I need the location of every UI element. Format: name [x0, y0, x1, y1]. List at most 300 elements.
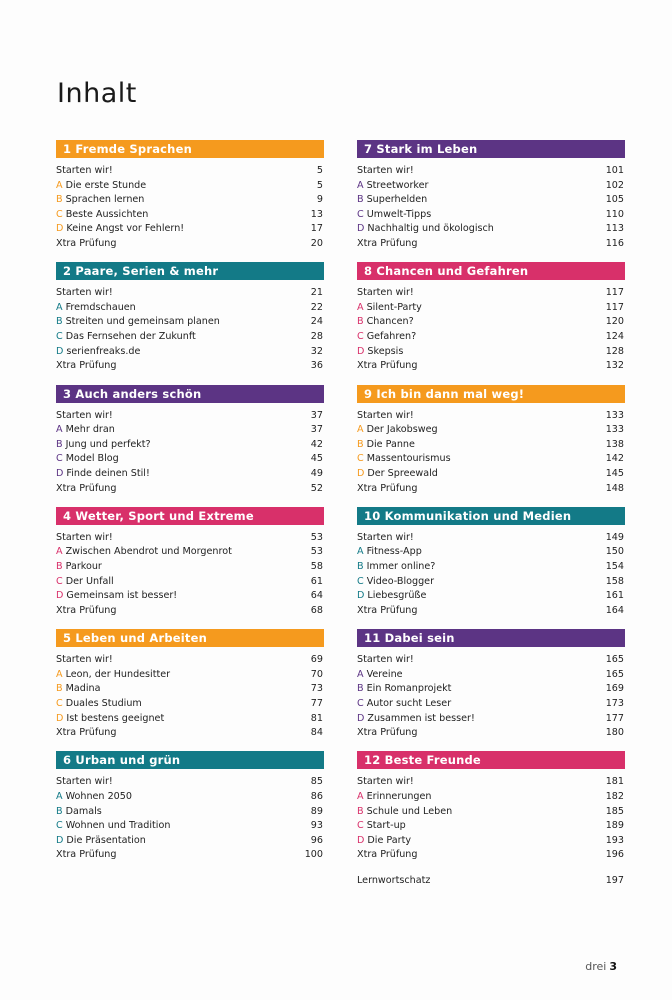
left-column [56, 140, 324, 874]
entry-page: 9 [316, 194, 323, 206]
chapter-section [56, 140, 324, 262]
entry-title: Starten wir! [56, 287, 113, 299]
entry-page: 165 [605, 654, 624, 666]
entry-label [56, 682, 100, 697]
toc-entry[interactable] [56, 653, 324, 668]
entry-label [56, 819, 170, 834]
entry-page: 5 [316, 165, 323, 176]
section-letter: A [56, 179, 63, 191]
entry-page: 128 [605, 345, 624, 357]
toc-entry[interactable] [357, 560, 625, 575]
entry-page: 182 [605, 791, 624, 803]
entry-title: Gemeinsam ist besser! [66, 590, 178, 602]
toc-entry[interactable] [56, 604, 324, 619]
entry-label [357, 164, 414, 179]
toc-entry[interactable] [357, 345, 625, 360]
toc-entry[interactable] [56, 834, 324, 849]
entry-page: 117 [605, 287, 624, 299]
toc-entry[interactable] [357, 682, 625, 697]
entry-title: Starten wir! [357, 165, 414, 176]
toc-entry[interactable] [56, 560, 324, 575]
toc-entry[interactable] [357, 589, 625, 604]
toc-entry[interactable] [357, 409, 625, 424]
entry-page: 142 [605, 453, 624, 465]
entry-page: 148 [605, 482, 624, 494]
chapter-section [56, 262, 324, 384]
section-letter: A [56, 301, 63, 313]
section-letter: A [56, 424, 63, 436]
toc-entry[interactable] [56, 668, 324, 683]
chapter-header[interactable]: 5 Leben und Arbeiten [56, 629, 324, 647]
toc-entry[interactable] [56, 467, 324, 482]
entry-page: 81 [310, 712, 323, 724]
entry-label [357, 790, 432, 805]
toc-entry[interactable] [56, 423, 324, 438]
entry-label [357, 775, 414, 790]
entry-page: 161 [605, 590, 624, 602]
entry-label [357, 560, 435, 575]
toc-entry[interactable] [56, 330, 324, 345]
section-letter: D [56, 345, 64, 357]
entry-title: Xtra Prüfung [357, 727, 418, 739]
section-letter: A [56, 668, 63, 680]
entry-page: 53 [310, 531, 323, 543]
entry-title: serienfreaks.de [66, 345, 141, 357]
entry-label [357, 315, 414, 330]
entry-title: Xtra Prüfung [56, 604, 117, 616]
chapter-section [56, 629, 324, 751]
entry-label [357, 345, 403, 360]
entry-page: 22 [310, 301, 323, 313]
entry-page: 177 [605, 712, 624, 724]
entry-title: Madina [65, 683, 101, 695]
toc-entry[interactable] [357, 438, 625, 453]
entry-label [56, 668, 170, 683]
entry-page: 77 [310, 697, 323, 709]
entry-label [56, 790, 132, 805]
toc-entry[interactable] [56, 208, 324, 223]
section-letter: D [357, 712, 365, 724]
entry-title: Xtra Prüfung [56, 727, 117, 739]
entry-title: Autor sucht Leser [366, 697, 452, 709]
entry-page: 17 [310, 223, 323, 235]
entry-label [56, 560, 102, 575]
entry-title: Silent-Party [366, 301, 422, 313]
entry-title: Mehr dran [65, 424, 115, 436]
section-letter: B [56, 316, 63, 328]
entry-page: 169 [605, 683, 624, 695]
entry-label [357, 531, 414, 546]
toc-entry[interactable] [357, 301, 625, 316]
entry-page: 100 [304, 849, 323, 861]
toc-entry[interactable] [56, 359, 324, 374]
toc-entry[interactable] [56, 179, 324, 194]
toc-entry[interactable] [357, 330, 625, 345]
chapter-header[interactable]: 3 Auch anders schön [56, 385, 324, 403]
entry-title: Starten wir! [56, 654, 113, 666]
section-letter: C [56, 575, 63, 587]
entry-label [56, 805, 102, 820]
entry-label [56, 482, 116, 497]
chapter-header[interactable]: 1 Fremde Sprachen [56, 140, 324, 158]
toc-entry[interactable] [56, 345, 324, 360]
section-letter: B [56, 805, 63, 817]
section-letter: A [357, 301, 364, 313]
toc-entry[interactable] [56, 697, 324, 712]
toc-entry[interactable] [56, 237, 324, 252]
entry-label [56, 653, 113, 668]
section-letter: B [357, 194, 364, 206]
entry-label [56, 179, 146, 194]
toc-entry[interactable] [357, 834, 625, 849]
entry-page: 58 [310, 561, 323, 573]
entry-label [357, 848, 417, 863]
entry-title: Starten wir! [56, 776, 113, 788]
entry-label [56, 531, 113, 546]
section-letter: B [357, 805, 364, 817]
entry-label [56, 193, 144, 208]
toc-entry[interactable] [56, 164, 324, 179]
chapter-header[interactable]: 8 Chancen und Gefahren [357, 262, 625, 280]
entry-title: Duales Studium [65, 697, 142, 709]
toc-entry[interactable] [56, 286, 324, 301]
entry-page: 36 [310, 360, 323, 372]
entry-page: 110 [605, 208, 624, 220]
section-letter: B [357, 438, 364, 450]
toc-entry[interactable] [357, 286, 625, 301]
entry-page: 145 [605, 467, 624, 479]
toc-entry[interactable] [357, 819, 625, 834]
entry-page: 21 [310, 287, 323, 299]
section-letter: C [56, 331, 63, 343]
entry-label [56, 589, 177, 604]
chapter-section [357, 629, 625, 751]
toc-entry[interactable] [357, 179, 625, 194]
entry-title: Starten wir! [357, 287, 414, 299]
toc-entry[interactable] [357, 712, 625, 727]
entry-label [357, 208, 431, 223]
entry-label [56, 834, 146, 849]
entry-title: Video-Blogger [366, 575, 435, 587]
entry-title: Sprachen lernen [65, 194, 145, 206]
toc-entry[interactable] [56, 452, 324, 467]
section-letter: B [56, 561, 63, 573]
entry-title: Die erste Stunde [65, 179, 147, 191]
entry-label [357, 575, 434, 590]
entry-title: Chancen? [366, 316, 414, 328]
section-letter: D [357, 223, 365, 235]
toc-entry[interactable] [56, 438, 324, 453]
toc-entry[interactable] [357, 423, 625, 438]
entry-label [56, 423, 115, 438]
entry-label [56, 575, 114, 590]
entry-title: Liebesgrüße [367, 590, 427, 602]
entry-page: 164 [605, 604, 624, 616]
toc-entry[interactable] [56, 575, 324, 590]
entry-label [357, 726, 417, 741]
entry-title: Wohnen und Tradition [65, 820, 171, 832]
chapter-section [357, 140, 625, 262]
toc-entry[interactable] [56, 682, 324, 697]
entry-label [357, 193, 427, 208]
entry-label [56, 237, 116, 252]
chapter-section [357, 385, 625, 507]
entry-title: Die Party [367, 834, 412, 846]
section-letter: D [357, 467, 365, 479]
chapter-header[interactable]: 4 Wetter, Sport und Extreme [56, 507, 324, 525]
toc-entry[interactable] [357, 164, 625, 179]
section-letter: A [357, 668, 364, 680]
toc-entry[interactable] [56, 775, 324, 790]
entry-title: Parkour [65, 561, 102, 573]
section-letter: D [56, 223, 64, 235]
entry-title: Die Präsentation [66, 834, 146, 846]
entry-title: Xtra Prüfung [56, 360, 117, 372]
entry-title: Xtra Prüfung [357, 482, 418, 494]
entry-page: 105 [605, 194, 624, 206]
entry-label [357, 359, 417, 374]
footer-word: drei [585, 960, 607, 973]
entry-title: Leon, der Hundesitter [65, 668, 171, 680]
entry-label [357, 237, 417, 252]
entry-title: Vereine [366, 668, 403, 680]
entry-title: Beste Aussichten [65, 208, 149, 220]
toc-entry[interactable] [357, 775, 625, 790]
toc-entry[interactable] [56, 482, 324, 497]
section-letter: B [357, 316, 364, 328]
entry-label [56, 208, 148, 223]
section-letter: D [56, 712, 64, 724]
entry-page: 45 [310, 453, 323, 465]
entry-label [56, 775, 113, 790]
toc-entry[interactable] [56, 805, 324, 820]
entry-page: 24 [310, 316, 323, 328]
chapter-header[interactable]: 12 Beste Freunde [357, 751, 625, 769]
entry-page: 116 [605, 237, 624, 249]
chapter-header[interactable]: 11 Dabei sein [357, 629, 625, 647]
entry-title: Xtra Prüfung [56, 237, 117, 249]
entry-page: 93 [310, 820, 323, 832]
entry-label [56, 164, 113, 179]
toc-entry[interactable] [56, 589, 324, 604]
section-letter: B [56, 194, 63, 206]
entry-page: 189 [605, 820, 624, 832]
toc-entry[interactable] [357, 653, 625, 668]
entry-page: 52 [310, 482, 323, 494]
section-letter: C [357, 208, 364, 220]
entry-title: Skepsis [367, 345, 404, 357]
entry-page: 69 [310, 654, 323, 666]
entry-page: 37 [310, 424, 323, 436]
section-letter: C [56, 208, 63, 220]
section-letter: C [357, 331, 364, 343]
entry-page: 117 [605, 301, 624, 313]
entry-title: Damals [65, 805, 102, 817]
entry-title: Xtra Prüfung [56, 849, 117, 861]
entry-title: Superhelden [366, 194, 428, 206]
entry-page: 70 [310, 668, 323, 680]
section-letter: A [357, 546, 364, 558]
entry-page: 96 [310, 834, 323, 846]
entry-title: Erinnerungen [366, 791, 432, 803]
toc-entry[interactable] [357, 545, 625, 560]
entry-title: Starten wir! [56, 531, 113, 543]
entry-page: 120 [605, 316, 624, 328]
entry-page: 53 [310, 546, 323, 558]
toc-entry[interactable] [357, 193, 625, 208]
page-title: Inhalt [57, 78, 137, 109]
toc-entry[interactable] [56, 790, 324, 805]
toc-entry[interactable] [56, 301, 324, 316]
chapter-header[interactable]: 2 Paare, Serien & mehr [56, 262, 324, 280]
entry-label [56, 359, 116, 374]
entry-page: 150 [605, 546, 624, 558]
entry-title: Immer online? [366, 561, 436, 573]
entry-title: Schule und Leben [366, 805, 453, 817]
toc-entry[interactable] [357, 237, 625, 252]
entry-label [56, 330, 196, 345]
entry-label [357, 697, 451, 712]
entry-title: Gefahren? [366, 331, 417, 343]
entry-page: 154 [605, 561, 624, 573]
chapter-section [357, 507, 625, 629]
toc-entry[interactable] [357, 848, 625, 863]
entry-label [56, 545, 232, 560]
toc-entry[interactable] [56, 409, 324, 424]
toc-entry[interactable] [357, 359, 625, 374]
toc-entry[interactable] [357, 805, 625, 820]
toc-entry[interactable] [56, 222, 324, 237]
toc-entry[interactable] [357, 222, 625, 237]
entry-label [56, 726, 116, 741]
entry-page: 193 [605, 834, 624, 846]
toc-entry[interactable] [357, 531, 625, 546]
entry-label [357, 330, 416, 345]
entry-page: 49 [310, 467, 323, 479]
entry-label [56, 604, 116, 619]
entry-page: 37 [310, 409, 323, 421]
section-letter: A [357, 424, 364, 436]
chapter-header[interactable]: 10 Kommunikation und Medien [357, 507, 625, 525]
entry-page: 133 [605, 424, 624, 436]
entry-page: 196 [605, 849, 624, 861]
section-letter: A [56, 791, 63, 803]
section-letter: D [357, 345, 365, 357]
section-letter: D [56, 590, 64, 602]
entry-page: 64 [310, 590, 323, 602]
toc-entry[interactable] [357, 668, 625, 683]
entry-page: 149 [605, 531, 624, 543]
entry-title: Start-up [366, 820, 406, 832]
toc-entry[interactable] [357, 208, 625, 223]
toc-entry[interactable] [357, 452, 625, 467]
entry-page: 180 [605, 727, 624, 739]
entry-label [357, 805, 452, 820]
entry-label [357, 409, 414, 424]
entry-label [357, 682, 451, 697]
entry-title: Der Spreewald [367, 467, 438, 479]
chapter-header[interactable]: 9 Ich bin dann mal weg! [357, 385, 625, 403]
entry-title: Massentourismus [366, 453, 451, 465]
entry-title: Keine Angst vor Fehlern! [66, 223, 185, 235]
toc-entry[interactable] [357, 575, 625, 590]
toc-entry[interactable] [357, 697, 625, 712]
entry-title: Lernwortschatz [357, 875, 431, 886]
chapter-header[interactable]: 6 Urban und grün [56, 751, 324, 769]
right-column [357, 140, 625, 874]
toc-entry[interactable] [56, 545, 324, 560]
chapter-section [56, 385, 324, 507]
entry-title: Fitness-App [366, 546, 422, 558]
toc-entry[interactable] [357, 482, 625, 497]
entry-label [357, 604, 417, 619]
toc-entry[interactable] [357, 467, 625, 482]
toc-entry[interactable] [56, 193, 324, 208]
entry-page: 73 [310, 683, 323, 695]
entry-page: 158 [605, 575, 624, 587]
entry-label [357, 834, 411, 849]
toc-entry[interactable] [56, 531, 324, 546]
entry-title: Der Unfall [65, 575, 114, 587]
entry-page: 84 [310, 727, 323, 739]
toc-entry[interactable] [357, 315, 625, 330]
section-letter: C [357, 820, 364, 832]
entry-page: 132 [605, 360, 624, 372]
entry-title: Fremdschauen [65, 301, 136, 313]
entry-label [357, 286, 414, 301]
section-letter: C [357, 453, 364, 465]
section-letter: A [56, 546, 63, 558]
toc-entry[interactable] [357, 726, 625, 741]
entry-title: Xtra Prüfung [357, 849, 418, 861]
entry-title: Xtra Prüfung [56, 482, 117, 494]
entry-label [357, 482, 417, 497]
entry-title: Der Jakobsweg [366, 424, 438, 436]
entry-page: 13 [310, 208, 323, 220]
entry-page: 28 [310, 331, 323, 343]
toc-entry[interactable] [357, 790, 625, 805]
entry-page: 89 [310, 805, 323, 817]
section-letter: A [357, 791, 364, 803]
toc-entry[interactable] [56, 712, 324, 727]
toc-entry[interactable] [357, 604, 625, 619]
entry-title: Starten wir! [357, 654, 414, 666]
entry-label [56, 438, 151, 453]
entry-page: 20 [310, 237, 323, 249]
toc-entry[interactable] [56, 315, 324, 330]
entry-title: Streiten und gemeinsam planen [65, 316, 220, 328]
section-letter: C [56, 820, 63, 832]
toc-entry-lernwortschatz[interactable] [357, 874, 625, 889]
chapter-header[interactable]: 7 Stark im Leben [357, 140, 625, 158]
entry-label [357, 589, 426, 604]
entry-title: Die Panne [366, 438, 415, 450]
toc-entry[interactable] [56, 848, 324, 863]
entry-page: 32 [310, 345, 323, 357]
entry-label [357, 653, 414, 668]
entry-label [56, 301, 136, 316]
entry-title: Model Blog [65, 453, 119, 465]
section-letter: D [357, 590, 365, 602]
entry-label [357, 712, 475, 727]
entry-title: Xtra Prüfung [357, 604, 418, 616]
entry-label [357, 222, 494, 237]
toc-entry[interactable] [56, 819, 324, 834]
entry-title: Jung und perfekt? [65, 438, 151, 450]
toc-entry[interactable] [56, 726, 324, 741]
entry-label [357, 438, 415, 453]
entry-title: Ist bestens geeignet [66, 712, 165, 724]
